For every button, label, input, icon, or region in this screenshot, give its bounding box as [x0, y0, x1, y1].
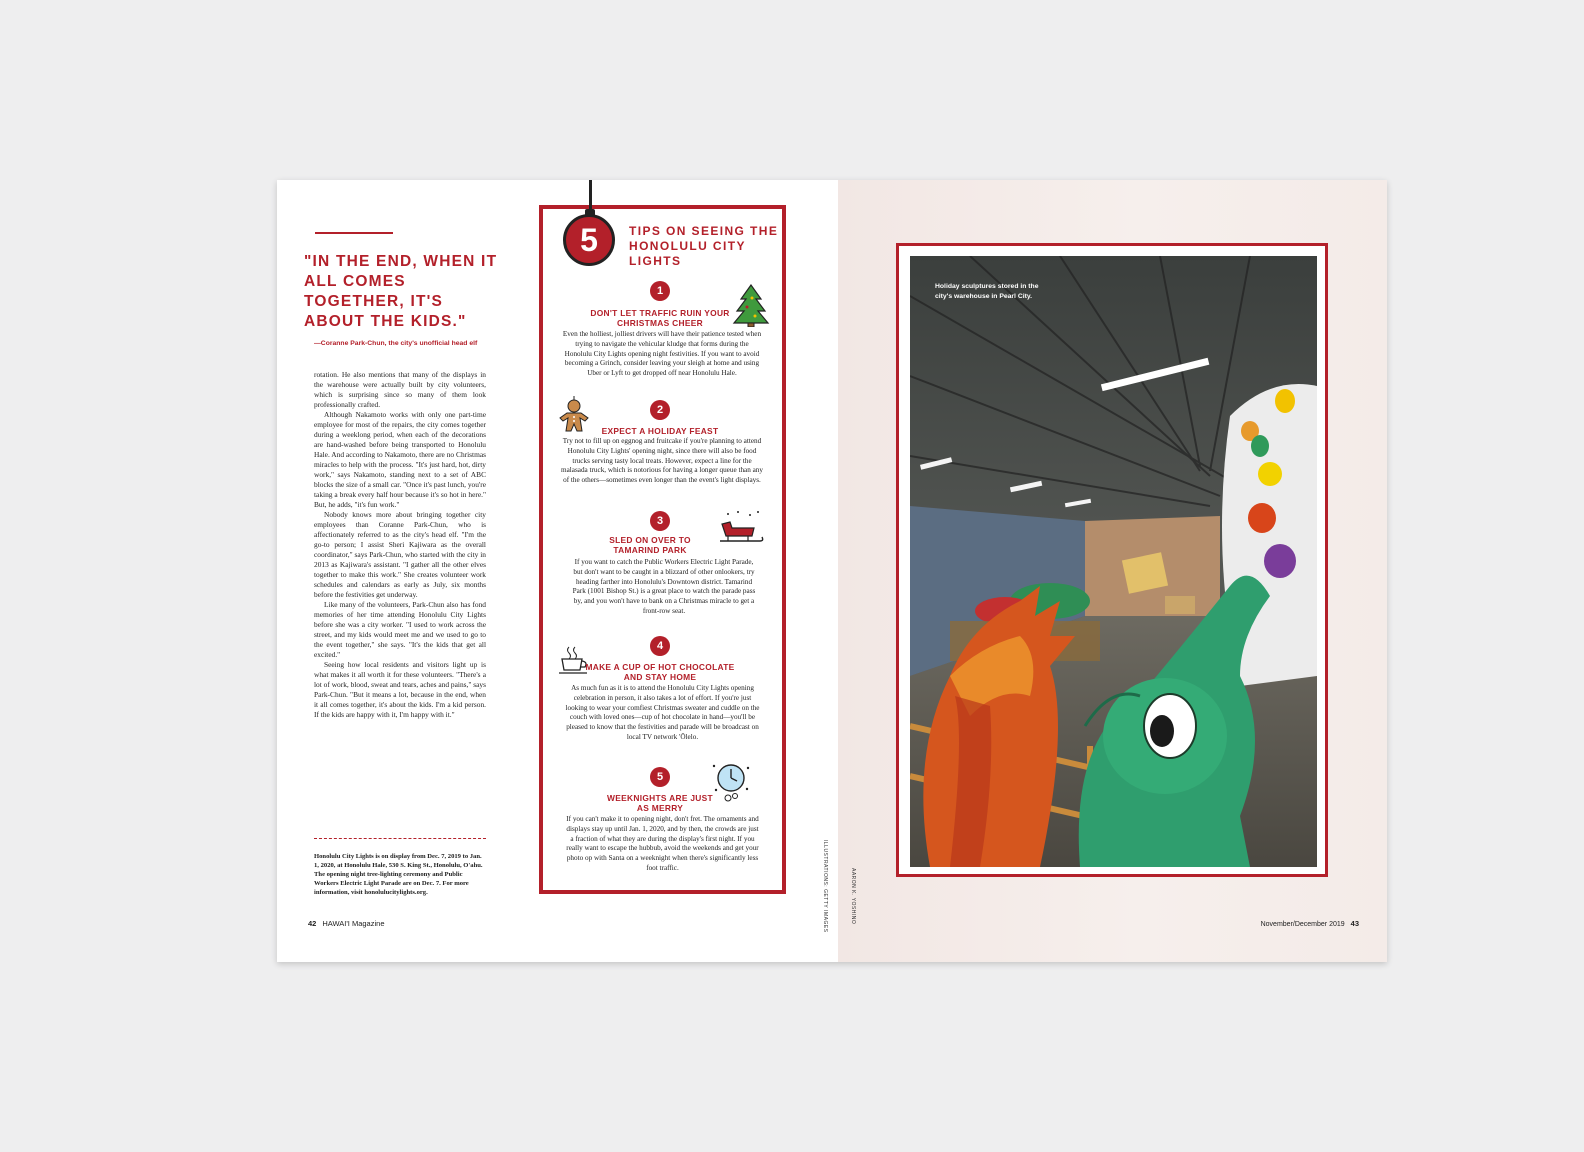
christmas-tree-icon: [732, 283, 770, 327]
sleigh-icon: [718, 510, 764, 546]
tip-number-badge: 3: [650, 511, 670, 531]
pull-quote: "IN THE END, WHEN IT ALL COMES TOGETHER, IT'S ABOUT THE KIDS.": [304, 253, 498, 330]
photo-frame: [896, 243, 1328, 877]
tip-heading: EXPECT A HOLIDAY FEAST: [601, 426, 719, 436]
body-paragraph: Nobody knows more about bringing together city employees than Coranne Park-Chun, who is affectionately referred to as the city's head elf. "I'm the go-to person; I assist Sheri Kajiwara as the overall coordinator," says Park-Chun, who started with the city in 2013 as Kajiwara's assistant. "I gather all the other elves together to make this work." She creates volunteer work schedules and calendars as early as July, six months before the festivities get underway.: [314, 510, 486, 599]
issue-date: November/December 2019: [1260, 921, 1345, 928]
right-page: [838, 180, 1387, 962]
tip-body: If you can't make it to opening night, don't fret. The ornaments and displays stay up until Jan. 1, 2020, and by then, the crowds are just a fraction of what they are during the display's first night. If you really want to escape the hubbub, avoid the weekends and get your photo op with Santa on a weeknight when there's significantly less foot traffic.: [566, 815, 759, 872]
folio-right: [1261, 919, 1359, 928]
tip-body: As much fun as it is to attend the Honolulu City Lights opening celebration in person, it also takes a lot of effort. If you're just looking to wear your comfiest Christmas sweater and cuddle on the couch with loved ones—cup of hot chocolate in hand—you'll be pleased to know that the festivities and parade will be broadcast on local TV network 'Ōlelo.: [565, 684, 760, 741]
magazine-spread: [277, 180, 1387, 962]
article-body: [314, 370, 486, 720]
body-paragraph: Seeing how local residents and visitors light up is what makes it all worth it for these volunteers. "There's a lot of work, blood, sweat and tears, aches and pains," says Park-Chun. "But it means a lot, because in the end, when it all comes together, it's about the kids. I'm a kid person. If the kids are happy with it, I'm happy with it.": [314, 660, 486, 719]
pull-quote-attribution: —Coranne Park-Chun, the city's unofficial head elf: [314, 340, 478, 347]
body-paragraph: Although Nakamoto works with only one part-time employee for most of the repairs, the city comes together during a weeklong period, when each of the decorations are hand-washed before being transported to Honolulu Hale. And according to Nakamoto, there are no Christmas miracles to help with the process. "It's just hard, hot, dirty work," says Nakamoto, standing next to a set of ABC blocks the size of a small car. "Once it's past lunch, you're taking a break every half hour because it's so hot in here." But, he adds, "it's fun work.": [314, 410, 486, 509]
folio-left: [308, 919, 385, 928]
info-dashed-rule: [314, 838, 486, 839]
tip-heading: MAKE A CUP OF HOT CHOCOLATE AND STAY HOME: [585, 662, 735, 682]
ornament-string: [589, 180, 592, 212]
warehouse-photo-illustration: [910, 256, 1317, 867]
tip-heading: WEEKNIGHTS ARE JUST AS MERRY: [607, 793, 713, 813]
warehouse-photo: [910, 256, 1317, 867]
ornament-number-badge: 5: [563, 214, 615, 266]
tip-body: If you want to catch the Public Workers Electric Light Parade, but don't want to be caught in a blizzard of other onlookers, try heading farther into Honolulu's Downtown district. Tamarind Park (1001 Bishop St.) is a great place to watch the parade pass by, and you won't have to bank on a Christmas miracle to get a front-row seat.: [572, 558, 756, 615]
page-number: 42: [308, 919, 317, 928]
tip-body: Even the holliest, jolliest drivers will have their patience tested when trying to navigate the vehicular kludge that forms during the Honolulu City Lights opening night festivities. If you want to avoid becoming a Grinch, consider leaving your sleigh at home and using Uber or Lyft to get dropped off near Honolulu Hale.: [562, 330, 762, 378]
body-paragraph: rotation. He also mentions that many of the displays in the warehouse were actually built by city volunteers, which is surprising since so many of them look professionally crafted.: [314, 370, 486, 409]
body-paragraph: Like many of the volunteers, Park-Chun also has fond memories of her time attending Honolulu City Lights before she was a city worker. "I used to work across the street, and my kids would meet me and we used to go to the event together," she says. "It's the kids that get all excited.": [314, 600, 486, 659]
tip-body: Try not to fill up on eggnog and fruitcake if you're planning to attend Honolulu City Lights' opening night, since there will also be food trucks serving tasty local treats. However, expect a line for the malasada truck, which is notorious for having a longer queue than any of the others—sometimes even longer than the event's light displays.: [561, 437, 763, 485]
left-page: [277, 180, 838, 962]
magazine-name: HAWAI'I Magazine: [322, 919, 385, 928]
tip-number-badge: 2: [650, 400, 670, 420]
photo-credit: AARON K. YOSHINO: [850, 868, 856, 925]
photo-caption: Holiday sculptures stored in the city's warehouse in Pearl City.: [935, 283, 1039, 300]
illustrations-credit: ILLUSTRATIONS: GETTY IMAGES: [822, 840, 828, 933]
tips-title: TIPS ON SEEING THE HONOLULU CITY LIGHTS: [629, 224, 779, 268]
tip-heading: SLED ON OVER TO TAMARIND PARK: [609, 535, 691, 555]
tip-number-badge: 4: [650, 636, 670, 656]
tip-number-badge: 5: [650, 767, 670, 787]
page-number: 43: [1350, 919, 1359, 928]
tip-number-badge: 1: [650, 281, 670, 301]
event-info: Honolulu City Lights is on display from Dec. 7, 2019 to Jan. 1, 2020, at Honolulu Hale, 530 S. King St., Honolulu, O'ahu. The opening night tree-lighting ceremony and Public Workers Electric Light Parade are on Dec. 7. For more information, visit honolulucitylights.org.: [314, 853, 483, 896]
tip-heading: DON'T LET TRAFFIC RUIN YOUR CHRISTMAS CHEER: [590, 308, 730, 328]
pull-quote-rule: [315, 232, 393, 234]
